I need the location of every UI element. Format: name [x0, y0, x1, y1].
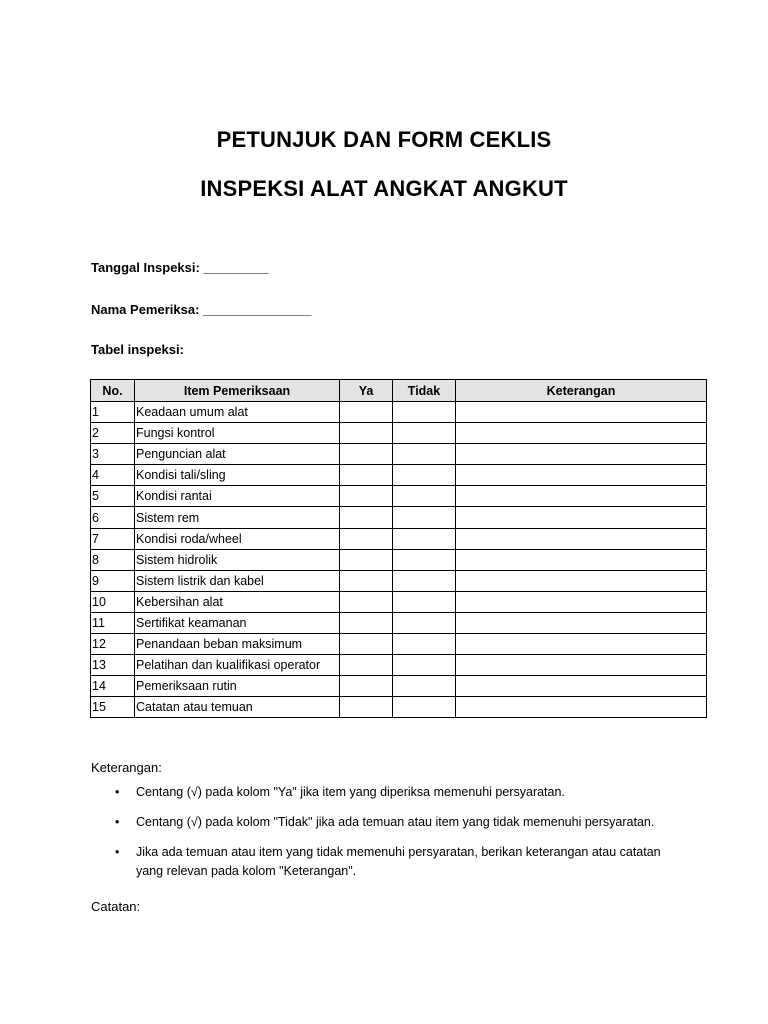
table-row: [91, 444, 707, 465]
cell-tidak: [393, 676, 456, 697]
cell-ya: [340, 486, 393, 507]
cell-tidak: [393, 444, 456, 465]
table-row: [91, 676, 707, 697]
cell-ya: [340, 444, 393, 465]
cell-ya: [340, 402, 393, 423]
cell-tidak: [393, 486, 456, 507]
notes-list: [115, 783, 685, 892]
cell-no: 5: [91, 486, 135, 507]
cell-item: Kebersihan alat: [135, 591, 340, 612]
cell-ya: [340, 570, 393, 591]
table-body: [91, 402, 707, 718]
cell-item: Keadaan umum alat: [135, 402, 340, 423]
cell-keterangan: [456, 402, 707, 423]
cell-no: 10: [91, 591, 135, 612]
cell-no: 6: [91, 507, 135, 528]
cell-keterangan: [456, 676, 707, 697]
cell-tidak: [393, 697, 456, 718]
cell-item: Penandaan beban maksimum: [135, 634, 340, 655]
cell-keterangan: [456, 697, 707, 718]
cell-ya: [340, 655, 393, 676]
cell-no: 4: [91, 465, 135, 486]
header-no: No.: [91, 380, 135, 402]
cell-keterangan: [456, 634, 707, 655]
table-row: [91, 507, 707, 528]
cell-keterangan: [456, 591, 707, 612]
cell-tidak: [393, 465, 456, 486]
table-header-row: [91, 380, 707, 402]
cell-no: 14: [91, 676, 135, 697]
cell-no: 15: [91, 697, 135, 718]
cell-ya: [340, 423, 393, 444]
table-row: [91, 697, 707, 718]
cell-tidak: [393, 655, 456, 676]
cell-item: Penguncian alat: [135, 444, 340, 465]
note-text: Centang (√) pada kolom "Tidak" jika ada temuan atau item yang tidak memenuhi persyaratan.: [136, 815, 655, 829]
cell-tidak: [393, 423, 456, 444]
bullet-icon: •: [115, 815, 120, 829]
header-keterangan: Keterangan: [456, 380, 707, 402]
cell-no: 13: [91, 655, 135, 676]
table-label: Tabel inspeksi:: [91, 342, 184, 357]
cell-ya: [340, 507, 393, 528]
cell-item: Sistem hidrolik: [135, 549, 340, 570]
cell-tidak: [393, 591, 456, 612]
cell-ya: [340, 612, 393, 633]
cell-no: 3: [91, 444, 135, 465]
table-row: [91, 591, 707, 612]
table-row: [91, 634, 707, 655]
cell-keterangan: [456, 465, 707, 486]
cell-keterangan: [456, 423, 707, 444]
table-row: [91, 423, 707, 444]
table-row: [91, 570, 707, 591]
table-row: [91, 465, 707, 486]
cell-ya: [340, 528, 393, 549]
cell-ya: [340, 634, 393, 655]
cell-item: Sertifikat keamanan: [135, 612, 340, 633]
cell-item: Catatan atau temuan: [135, 697, 340, 718]
catatan-label: Catatan:: [91, 899, 141, 914]
cell-ya: [340, 465, 393, 486]
table-row: [91, 528, 707, 549]
cell-no: 1: [91, 402, 135, 423]
cell-tidak: [393, 634, 456, 655]
cell-tidak: [393, 528, 456, 549]
cell-keterangan: [456, 486, 707, 507]
cell-item: Pelatihan dan kualifikasi operator: [135, 655, 340, 676]
cell-tidak: [393, 570, 456, 591]
cell-ya: [340, 549, 393, 570]
inspection-table: [90, 379, 707, 718]
cell-keterangan: [456, 570, 707, 591]
cell-no: 7: [91, 528, 135, 549]
document-title-line-2: INSPEKSI ALAT ANGKAT ANGKUT: [200, 176, 568, 201]
cell-item: Sistem rem: [135, 507, 340, 528]
bullet-icon: •: [115, 785, 120, 799]
cell-ya: [340, 697, 393, 718]
table-row: [91, 402, 707, 423]
cell-item: Kondisi rantai: [135, 486, 340, 507]
header-tidak: Tidak: [393, 380, 456, 402]
inspector-name-field: Nama Pemeriksa: _______________: [91, 302, 312, 317]
cell-item: Pemeriksaan rutin: [135, 676, 340, 697]
notes-label: Keterangan:: [91, 760, 162, 775]
list-item: [115, 843, 685, 881]
cell-no: 8: [91, 549, 135, 570]
cell-no: 9: [91, 570, 135, 591]
cell-keterangan: [456, 528, 707, 549]
cell-item: Sistem listrik dan kabel: [135, 570, 340, 591]
cell-tidak: [393, 507, 456, 528]
document-title-line-1: PETUNJUK DAN FORM CEKLIS: [216, 127, 552, 152]
cell-keterangan: [456, 507, 707, 528]
cell-keterangan: [456, 444, 707, 465]
cell-ya: [340, 676, 393, 697]
cell-tidak: [393, 549, 456, 570]
cell-ya: [340, 591, 393, 612]
table-row: [91, 486, 707, 507]
table-row: [91, 612, 707, 633]
cell-tidak: [393, 612, 456, 633]
inspection-date-field: Tanggal Inspeksi: _________: [91, 260, 269, 275]
cell-keterangan: [456, 655, 707, 676]
bullet-icon: •: [115, 845, 120, 859]
cell-item: Kondisi roda/wheel: [135, 528, 340, 549]
table-row: [91, 655, 707, 676]
header-item: Item Pemeriksaan: [135, 380, 340, 402]
note-text: Centang (√) pada kolom "Ya" jika item yang diperiksa memenuhi persyaratan.: [136, 785, 565, 799]
cell-no: 12: [91, 634, 135, 655]
cell-item: Fungsi kontrol: [135, 423, 340, 444]
cell-keterangan: [456, 612, 707, 633]
cell-item: Kondisi tali/sling: [135, 465, 340, 486]
list-item: [115, 783, 685, 802]
cell-no: 11: [91, 612, 135, 633]
list-item: [115, 813, 685, 832]
cell-tidak: [393, 402, 456, 423]
note-text: Jika ada temuan atau item yang tidak memenuhi persyaratan, berikan keterangan atau catatan yang relevan pada kolom "Keterangan".: [136, 845, 661, 878]
cell-keterangan: [456, 549, 707, 570]
cell-no: 2: [91, 423, 135, 444]
header-ya: Ya: [340, 380, 393, 402]
table-row: [91, 549, 707, 570]
